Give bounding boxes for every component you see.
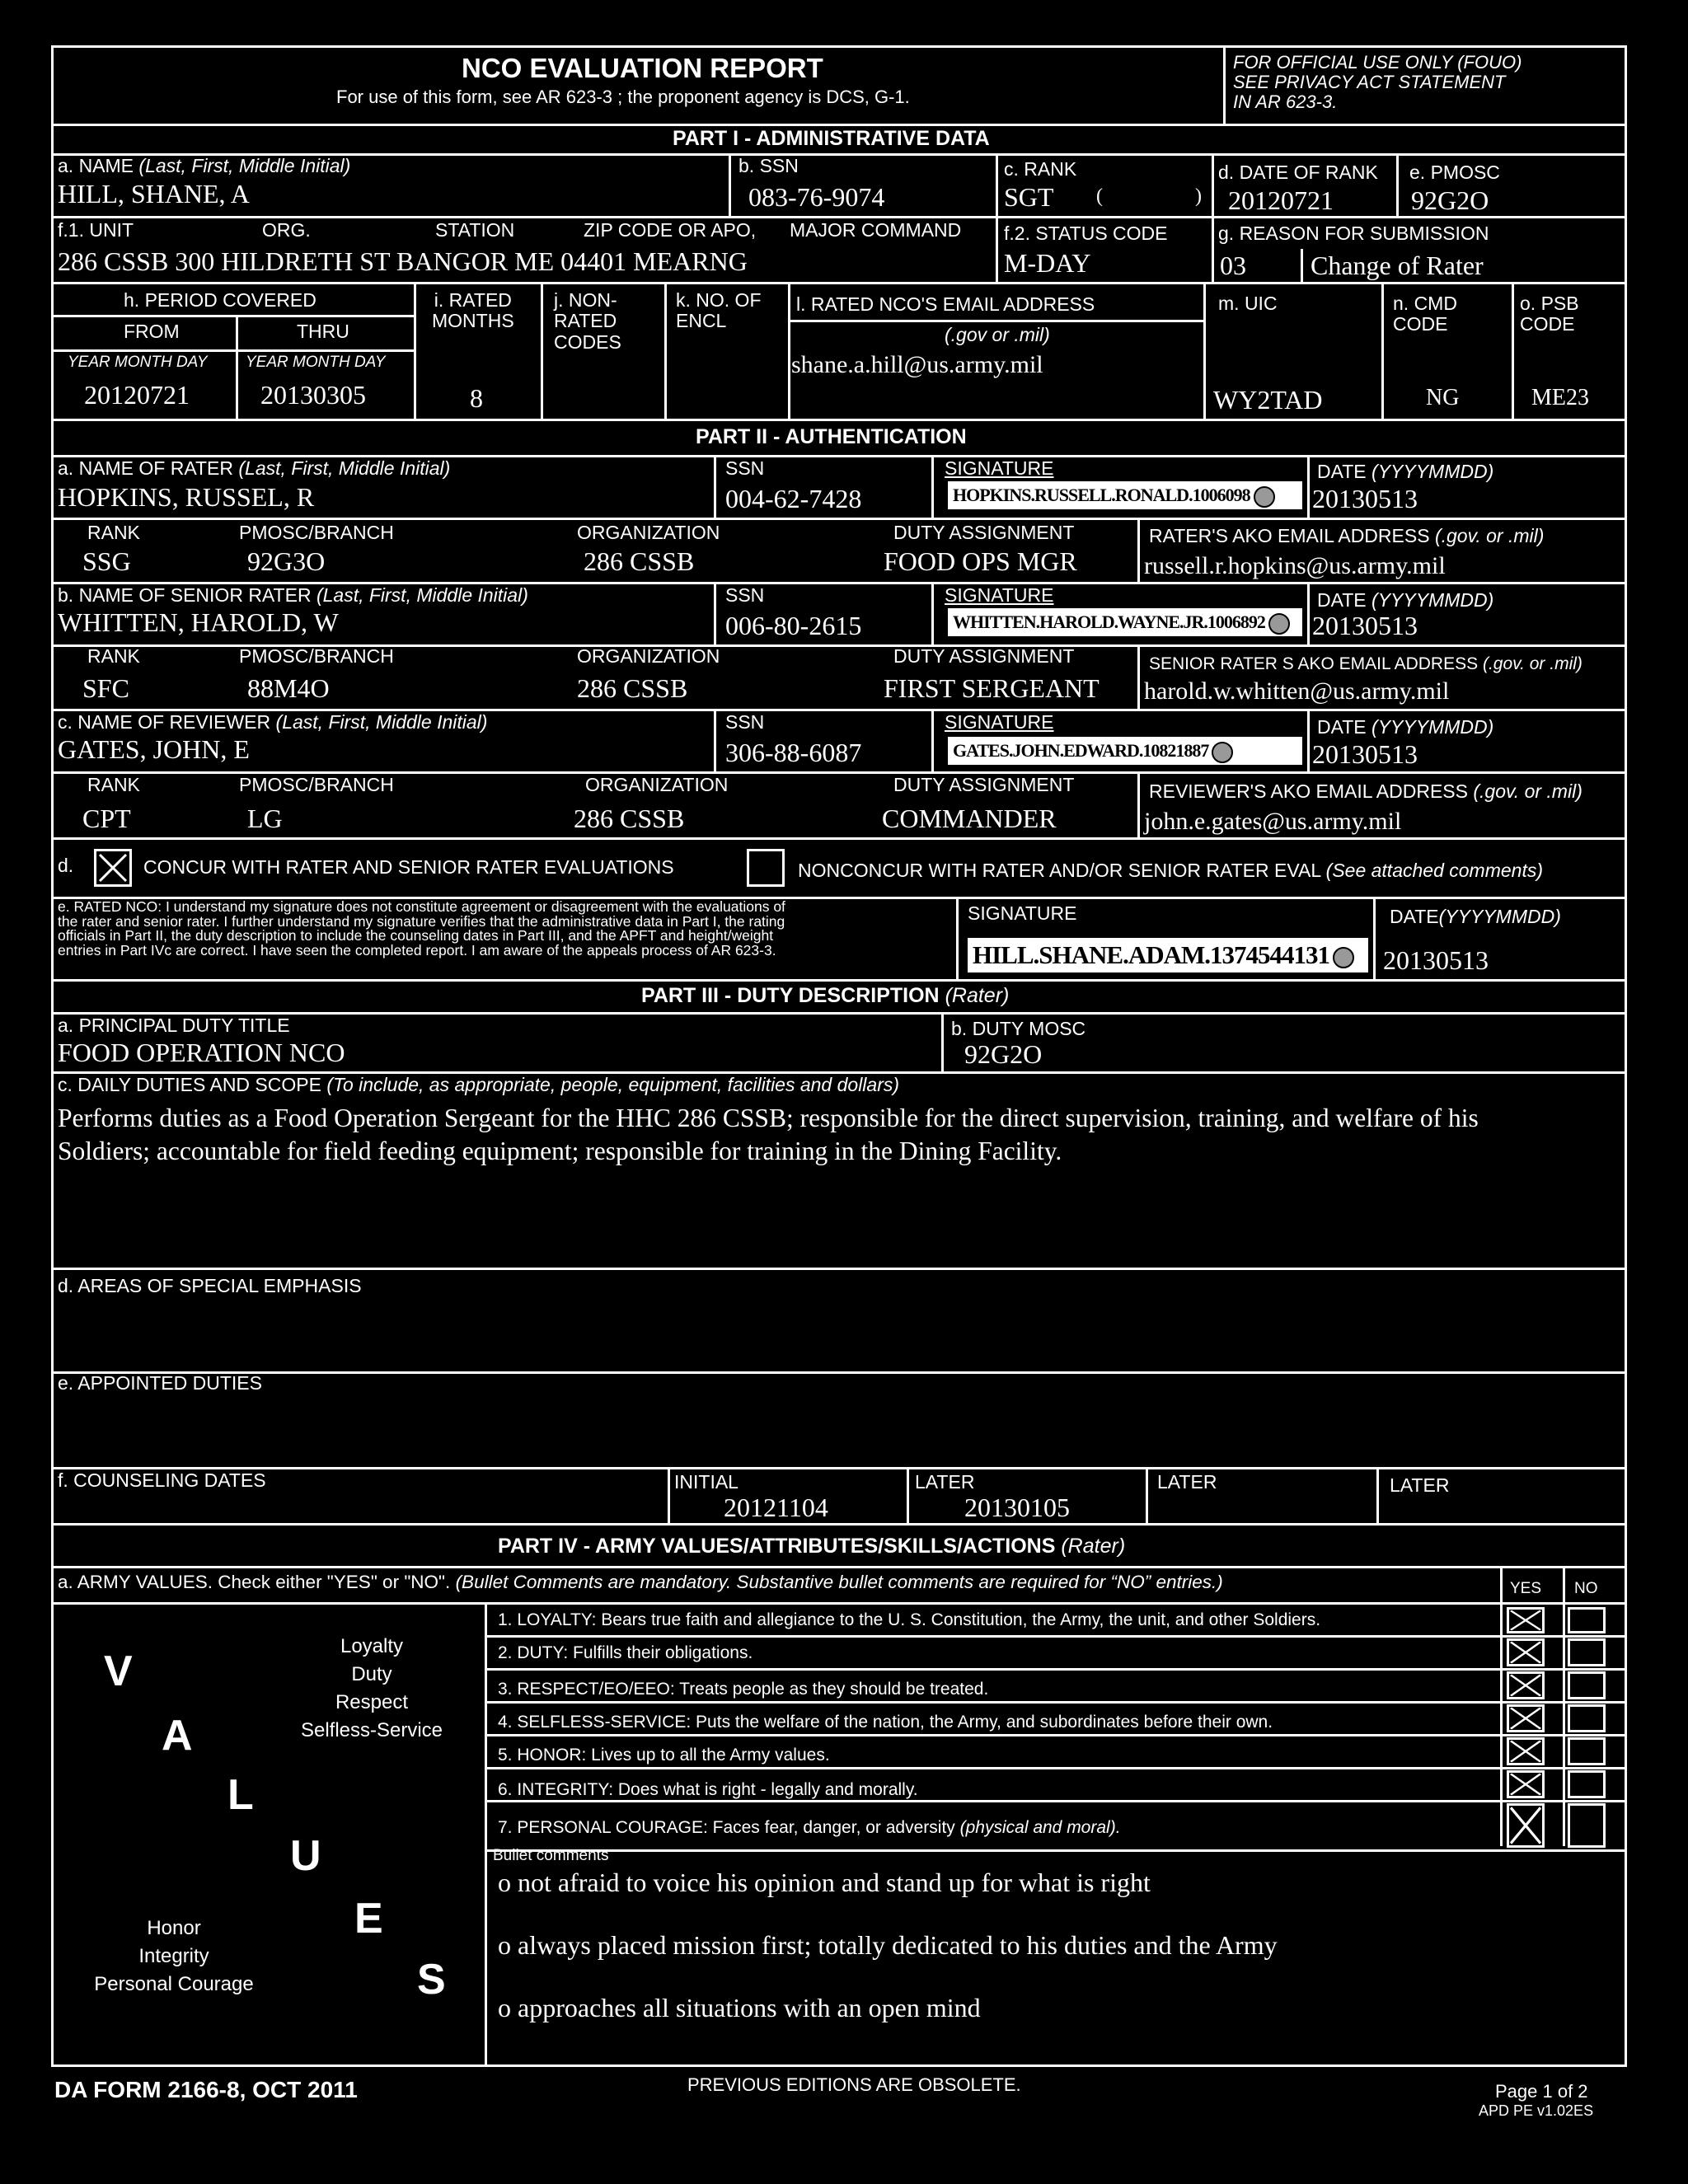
no-checkbox-3[interactable] bbox=[1568, 1671, 1606, 1699]
verified-badge-icon bbox=[1268, 613, 1290, 635]
cmd-label: n. CMD CODE bbox=[1393, 293, 1457, 335]
uic-label: m. UIC bbox=[1218, 293, 1278, 314]
part4-title: PART IV - ARMY VALUES/ATTRIBUTES/SKILLS/ACTIONS (Rater) bbox=[498, 1535, 1126, 1558]
reviewer-ssn: 306-88-6087 bbox=[725, 738, 862, 767]
rater-name-label: a. NAME OF RATER (Last, First, Middle Initial) bbox=[58, 457, 451, 479]
later-label-2: LATER bbox=[1157, 1471, 1217, 1493]
reviewer-duty: COMMANDER bbox=[882, 804, 1057, 833]
privacy-text-2: IN AR 623-3. bbox=[1233, 91, 1338, 112]
yes-checkbox-3[interactable] bbox=[1507, 1671, 1545, 1699]
senior-signature[interactable]: WHITTEN.HAROLD.WAYNE.JR.1006892 bbox=[948, 608, 1302, 636]
nco-signature-label: SIGNATURE bbox=[968, 902, 1077, 924]
later-label-1: LATER bbox=[915, 1471, 975, 1493]
rater-pmosc-label: PMOSC/BRANCH bbox=[239, 522, 394, 543]
rater-pmosc: 92G3O bbox=[247, 546, 326, 576]
yes-checkbox-2[interactable] bbox=[1507, 1638, 1545, 1666]
later-label-3: LATER bbox=[1390, 1474, 1450, 1496]
yes-checkbox-5[interactable] bbox=[1507, 1737, 1545, 1765]
rated-nco-rank: SGT bbox=[1004, 182, 1054, 212]
psb-label: o. PSB CODE bbox=[1520, 293, 1579, 335]
zip-label: ZIP CODE OR APO, bbox=[584, 219, 757, 241]
fouo-text: FOR OFFICIAL USE ONLY (FOUO) bbox=[1233, 52, 1522, 73]
status-value: M-DAY bbox=[1004, 248, 1091, 278]
reviewer-ssn-label: SSN bbox=[725, 711, 765, 733]
dor-label: d. DATE OF RANK bbox=[1218, 162, 1378, 183]
rated-nco-name: HILL, SHANE, A bbox=[58, 179, 250, 209]
senior-date: 20130513 bbox=[1312, 611, 1418, 640]
form-version: APD PE v1.02ES bbox=[1479, 2102, 1594, 2119]
concur-d-label: d. bbox=[58, 855, 74, 876]
date-of-rank: 20120721 bbox=[1228, 185, 1334, 215]
rater-rank-label: RANK bbox=[87, 522, 140, 543]
reviewer-signature-label: SIGNATURE bbox=[945, 711, 1054, 733]
form-title: NCO EVALUATION REPORT bbox=[462, 53, 823, 83]
nonrated-label: j. NON- RATED CODES bbox=[554, 289, 621, 353]
reviewer-pmosc: LG bbox=[247, 804, 283, 833]
duty-title: FOOD OPERATION NCO bbox=[58, 1038, 345, 1067]
rated-months: 8 bbox=[470, 383, 483, 413]
senior-rank: SFC bbox=[82, 673, 129, 703]
nonconcur-checkbox[interactable] bbox=[747, 849, 785, 887]
values-letter-l: L bbox=[227, 1771, 254, 1819]
value-item-courage: 7. PERSONAL COURAGE: Faces fear, danger, or adversity (physical and moral). bbox=[498, 1818, 1121, 1837]
rater-date: 20130513 bbox=[1312, 484, 1418, 513]
counseling-later-1: 20130105 bbox=[964, 1493, 1070, 1522]
reviewer-rank: CPT bbox=[82, 804, 131, 833]
no-checkbox-7[interactable] bbox=[1568, 1803, 1606, 1848]
rated-nco-email: shane.a.hill@us.army.mil bbox=[791, 351, 1043, 378]
no-checkbox-6[interactable] bbox=[1568, 1770, 1606, 1798]
checkmark-x-icon bbox=[96, 851, 129, 884]
yes-checkbox-6[interactable] bbox=[1507, 1770, 1545, 1798]
rater-duty-label: DUTY ASSIGNMENT bbox=[893, 522, 1075, 543]
yes-checkbox-7[interactable] bbox=[1507, 1803, 1545, 1848]
rated-nco-ssn: 083-76-9074 bbox=[748, 182, 885, 212]
reviewer-email: john.e.gates@us.army.mil bbox=[1144, 808, 1402, 835]
reason-text: Change of Rater bbox=[1311, 251, 1484, 280]
reviewer-rank-label: RANK bbox=[87, 774, 140, 795]
status-label: f.2. STATUS CODE bbox=[1004, 223, 1168, 244]
values-word-integrity: Integrity bbox=[138, 1945, 209, 1967]
part3-title: PART III - DUTY DESCRIPTION (Rater) bbox=[641, 984, 1010, 1007]
reviewer-name: GATES, JOHN, E bbox=[58, 734, 250, 764]
reviewer-org-label: ORGANIZATION bbox=[585, 774, 729, 795]
yes-header: YES bbox=[1510, 1580, 1542, 1597]
counseling-initial: 20121104 bbox=[724, 1493, 828, 1522]
checkmark-x-icon bbox=[1509, 1773, 1542, 1796]
reason-label: g. REASON FOR SUBMISSION bbox=[1218, 223, 1489, 244]
period-label: h. PERIOD COVERED bbox=[124, 289, 316, 311]
senior-duty: FIRST SERGEANT bbox=[884, 673, 1100, 703]
verified-badge-icon bbox=[1254, 486, 1275, 508]
scope-label: c. DAILY DUTIES AND SCOPE (To include, as appropriate, people, equipment, facilities and dollars) bbox=[58, 1074, 900, 1095]
no-header: NO bbox=[1574, 1580, 1598, 1597]
uic-value: WY2TAD bbox=[1213, 385, 1323, 415]
senior-ssn-label: SSN bbox=[725, 584, 765, 606]
rank-label: c. RANK bbox=[1004, 158, 1077, 180]
bullet-comment-2: o always placed mission first; totally dedicated to his duties and the Army bbox=[498, 1930, 1278, 1960]
checkmark-x-icon bbox=[1509, 1707, 1542, 1730]
from-label: FROM bbox=[124, 321, 180, 342]
rater-org: 286 CSSB bbox=[584, 546, 695, 576]
form-subtitle: For use of this form, see AR 623-3 ; the proponent agency is DCS, G-1. bbox=[336, 87, 910, 107]
privacy-text-1: SEE PRIVACY ACT STATEMENT bbox=[1233, 72, 1506, 92]
duty-mosc: 92G2O bbox=[964, 1039, 1043, 1069]
rank-paren-close: ) bbox=[1195, 185, 1202, 207]
thru-label: THRU bbox=[297, 321, 349, 342]
counseling-label: f. COUNSELING DATES bbox=[58, 1469, 266, 1491]
page-number: Page 1 of 2 bbox=[1495, 2081, 1588, 2102]
senior-date-label: DATE (YYYYMMDD) bbox=[1317, 589, 1494, 611]
bullet-comment-1: o not afraid to voice his opinion and stand up for what is right bbox=[498, 1868, 1151, 1897]
email-hint: (.gov or .mil) bbox=[945, 324, 1050, 345]
checkmark-x-icon bbox=[1509, 1806, 1542, 1845]
values-letter-u: U bbox=[290, 1832, 321, 1880]
yes-checkbox-1[interactable] bbox=[1507, 1607, 1545, 1633]
rater-signature-label: SIGNATURE bbox=[945, 457, 1054, 479]
rank-paren-open: ( bbox=[1096, 185, 1103, 207]
encl-label: k. NO. OF ENCL bbox=[676, 289, 762, 332]
value-item-respect: 3. RESPECT/EO/EEO: Treats people as they should be treated. bbox=[498, 1680, 989, 1699]
nco-signature[interactable]: HILL.SHANE.ADAM.1374544131 bbox=[968, 938, 1368, 972]
values-letter-v: V bbox=[104, 1647, 133, 1695]
rater-name: HOPKINS, RUSSEL, R bbox=[58, 482, 315, 512]
rater-rank: SSG bbox=[82, 546, 131, 576]
scope-line-1: Performs duties as a Food Operation Sergeant for the HHC 286 CSSB; responsible for the direct supervision, training, and welfare of his bbox=[58, 1104, 1479, 1132]
reviewer-signature[interactable]: GATES.JOHN.EDWARD.10821887 bbox=[948, 737, 1302, 765]
obsolete-notice: PREVIOUS EDITIONS ARE OBSOLETE. bbox=[687, 2074, 1021, 2095]
senior-ssn: 006-80-2615 bbox=[725, 611, 862, 640]
org-label: ORG. bbox=[262, 219, 311, 241]
duty-mosc-label: b. DUTY MOSC bbox=[951, 1018, 1086, 1039]
duty-title-label: a. PRINCIPAL DUTY TITLE bbox=[58, 1015, 290, 1036]
bullet-comments-label: Bullet comments bbox=[493, 1847, 609, 1864]
bullet-comment-3: o approaches all situations with an open mind bbox=[498, 1993, 981, 2022]
reviewer-duty-label: DUTY ASSIGNMENT bbox=[893, 774, 1075, 795]
senior-email-label: SENIOR RATER S AKO EMAIL ADDRESS (.gov. or .mil) bbox=[1149, 654, 1582, 673]
values-word-honor: Honor bbox=[147, 1917, 201, 1939]
no-checkbox-2[interactable] bbox=[1568, 1638, 1606, 1666]
rater-duty: FOOD OPS MGR bbox=[884, 546, 1077, 576]
ymd-label-from: YEAR MONTH DAY bbox=[68, 354, 208, 371]
reviewer-name-label: c. NAME OF REVIEWER (Last, First, Middle Initial) bbox=[58, 711, 488, 733]
values-word-selfless: Selfless-Service bbox=[300, 1719, 443, 1741]
no-checkbox-4[interactable] bbox=[1568, 1704, 1606, 1732]
no-checkbox-1[interactable] bbox=[1568, 1607, 1606, 1633]
part2-title: PART II - AUTHENTICATION bbox=[696, 425, 967, 448]
concur-checkbox[interactable] bbox=[94, 849, 132, 887]
reviewer-pmosc-label: PMOSC/BRANCH bbox=[239, 774, 394, 795]
rater-email: russell.r.hopkins@us.army.mil bbox=[1144, 552, 1446, 579]
senior-org-label: ORGANIZATION bbox=[577, 645, 720, 667]
form-number: DA FORM 2166-8, OCT 2011 bbox=[54, 2077, 358, 2102]
ymd-label-thru: YEAR MONTH DAY bbox=[246, 354, 386, 371]
rater-ssn-label: SSN bbox=[725, 457, 765, 479]
emphasis-label: d. AREAS OF SPECIAL EMPHASIS bbox=[58, 1275, 362, 1296]
senior-signature-label: SIGNATURE bbox=[945, 584, 1054, 606]
nco-date-label: DATE(YYYYMMDD) bbox=[1390, 906, 1561, 927]
senior-pmosc-label: PMOSC/BRANCH bbox=[239, 645, 394, 667]
verified-badge-icon bbox=[1212, 742, 1233, 763]
reviewer-date: 20130513 bbox=[1312, 739, 1418, 769]
initial-label: INITIAL bbox=[674, 1471, 738, 1493]
checkmark-x-icon bbox=[1509, 1740, 1542, 1763]
scope-line-2: Soldiers; accountable for field feeding equipment; responsible for training in the Dining Facility. bbox=[58, 1137, 1062, 1165]
values-letter-e: E bbox=[354, 1895, 383, 1943]
values-word-courage: Personal Courage bbox=[94, 1973, 254, 1995]
army-values-label: a. ARMY VALUES. Check either "YES" or "NO". (Bullet Comments are mandatory. Substantive bullet comments are required for “NO” entries.) bbox=[58, 1572, 1223, 1592]
checkmark-x-icon bbox=[1509, 1674, 1542, 1697]
concur-label: CONCUR WITH RATER AND SENIOR RATER EVALUATIONS bbox=[143, 856, 674, 878]
senior-pmosc: 88M4O bbox=[247, 673, 330, 703]
verified-badge-icon bbox=[1333, 947, 1354, 968]
ssn-label: b. SSN bbox=[738, 155, 799, 176]
senior-name-label: b. NAME OF SENIOR RATER (Last, First, Middle Initial) bbox=[58, 584, 528, 606]
values-letter-a: A bbox=[162, 1712, 193, 1760]
name-label: a. NAME (Last, First, Middle Initial) bbox=[58, 155, 351, 176]
part1-title: PART I - ADMINISTRATIVE DATA bbox=[673, 127, 990, 150]
rater-org-label: ORGANIZATION bbox=[577, 522, 720, 543]
period-from: 20120721 bbox=[84, 380, 190, 410]
yes-checkbox-4[interactable] bbox=[1507, 1704, 1545, 1732]
email-label: l. RATED NCO'S EMAIL ADDRESS bbox=[796, 293, 1095, 315]
station-label: STATION bbox=[435, 219, 515, 241]
values-word-duty: Duty bbox=[351, 1663, 392, 1685]
rater-date-label: DATE (YYYYMMDD) bbox=[1317, 461, 1494, 482]
appointed-label: e. APPOINTED DUTIES bbox=[58, 1372, 262, 1394]
rater-signature[interactable]: HOPKINS.RUSSELL.RONALD.1006098 bbox=[948, 481, 1302, 509]
senior-duty-label: DUTY ASSIGNMENT bbox=[893, 645, 1075, 667]
checkmark-x-icon bbox=[1509, 1610, 1542, 1631]
values-letter-s: S bbox=[417, 1956, 446, 2004]
reason-code: 03 bbox=[1220, 251, 1246, 280]
period-thru: 20130305 bbox=[260, 380, 366, 410]
rater-ssn: 004-62-7428 bbox=[725, 484, 862, 513]
senior-org: 286 CSSB bbox=[577, 673, 688, 703]
reviewer-date-label: DATE (YYYYMMDD) bbox=[1317, 716, 1494, 738]
unit-value: 286 CSSB 300 HILDRETH ST BANGOR ME 04401 MEARNG bbox=[58, 246, 748, 276]
value-item-duty: 2. DUTY: Fulfills their obligations. bbox=[498, 1643, 753, 1662]
pmosc-value: 92G2O bbox=[1411, 185, 1489, 215]
majcom-label: MAJOR COMMAND bbox=[790, 219, 962, 241]
no-checkbox-5[interactable] bbox=[1568, 1737, 1606, 1765]
values-word-respect: Respect bbox=[335, 1691, 409, 1713]
pmosc-label: e. PMOSC bbox=[1409, 162, 1500, 183]
senior-name: WHITTEN, HAROLD, W bbox=[58, 607, 339, 637]
value-item-integrity: 6. INTEGRITY: Does what is right - legally and morally. bbox=[498, 1780, 918, 1799]
reviewer-org: 286 CSSB bbox=[574, 804, 685, 833]
senior-email: harold.w.whitten@us.army.mil bbox=[1144, 677, 1450, 705]
rated-nco-statement: e. RATED NCO: I understand my signature does not constitute agreement or disagreement with the evaluations of the rater and senior rater. I further understand my signature verifies that the administrative data in Part I, the rating officials in Part II, the duty description to include the counseling dates in Part III, and the APFT and height/weight entries in Part IVc are correct. I have seen the completed report. I am aware of the appeals process of AR 623-3. bbox=[58, 898, 785, 958]
cmd-value: NG bbox=[1426, 385, 1460, 410]
rated-months-label: i. RATED MONTHS bbox=[432, 289, 514, 332]
nco-date: 20130513 bbox=[1383, 945, 1489, 975]
value-item-loyalty: 1. LOYALTY: Bears true faith and allegiance to the U. S. Constitution, the Army, the unit, and other Soldiers. bbox=[498, 1610, 1321, 1629]
value-item-selfless-service: 4. SELFLESS-SERVICE: Puts the welfare of the nation, the Army, and subordinates before their own. bbox=[498, 1713, 1273, 1732]
senior-rank-label: RANK bbox=[87, 645, 140, 667]
nonconcur-label: NONCONCUR WITH RATER AND/OR SENIOR RATER EVAL (See attached comments) bbox=[798, 860, 1543, 881]
values-word-loyalty: Loyalty bbox=[340, 1635, 404, 1657]
rater-email-label: RATER'S AKO EMAIL ADDRESS (.gov. or .mil) bbox=[1149, 525, 1545, 546]
value-item-honor: 5. HONOR: Lives up to all the Army values. bbox=[498, 1746, 830, 1765]
unit-label: f.1. UNIT bbox=[58, 219, 134, 241]
reviewer-email-label: REVIEWER'S AKO EMAIL ADDRESS (.gov. or .mil) bbox=[1149, 780, 1582, 802]
psb-value: ME23 bbox=[1531, 385, 1589, 410]
checkmark-x-icon bbox=[1509, 1641, 1542, 1664]
